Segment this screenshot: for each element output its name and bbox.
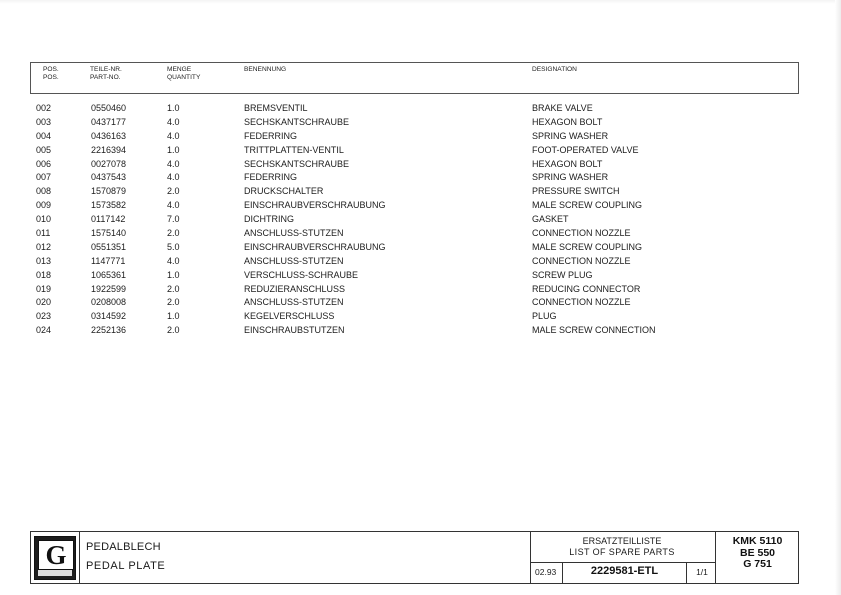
row-pos: 012	[36, 241, 52, 252]
document-date: 02.93	[535, 567, 557, 577]
row-quantity: 2.0	[167, 297, 180, 308]
table-row	[36, 324, 796, 338]
row-designation: PLUG	[532, 311, 557, 322]
header-pos	[43, 66, 59, 82]
row-designation: FOOT-OPERATED VALVE	[532, 144, 639, 155]
row-benennung: DRUCKSCHALTER	[244, 186, 324, 197]
row-quantity: 4.0	[167, 200, 180, 211]
document-number: 2229581-ETL	[590, 565, 659, 577]
header-name-de: BENENNUNG	[244, 66, 287, 73]
logo-letter: G	[38, 540, 74, 570]
divider	[530, 562, 715, 563]
row-designation: REDUCING CONNECTOR	[532, 283, 641, 294]
row-benennung: SECHSKANTSCHRAUBE	[244, 116, 350, 127]
row-quantity: 2.0	[167, 228, 180, 239]
row-designation: MALE SCREW CONNECTION	[532, 325, 656, 336]
doc-type-en: LIST OF SPARE PARTS	[569, 547, 675, 557]
row-pos: 013	[36, 255, 52, 266]
row-part-no: 2252136	[91, 325, 127, 336]
table-row	[36, 102, 796, 116]
row-part-no: 1922599	[91, 283, 127, 294]
row-pos: 019	[36, 283, 52, 294]
row-quantity: 1.0	[167, 144, 180, 155]
divider	[79, 531, 80, 583]
table-row	[36, 241, 796, 255]
header-part-de: TEILE-NR.	[90, 66, 122, 73]
row-pos: 005	[36, 144, 52, 155]
row-quantity: 7.0	[167, 214, 180, 225]
row-part-no: 0551351	[91, 241, 127, 252]
company-logo	[34, 536, 76, 580]
row-benennung: FEDERRING	[244, 172, 298, 183]
row-benennung: FEDERRING	[244, 130, 298, 141]
row-part-no: 0314592	[91, 311, 127, 322]
row-quantity: 2.0	[167, 186, 180, 197]
row-quantity: 4.0	[167, 130, 180, 141]
ident-line-3: G 751	[743, 558, 772, 570]
row-quantity: 1.0	[167, 269, 180, 280]
row-pos: 009	[36, 200, 52, 211]
row-designation: MALE SCREW COUPLING	[532, 241, 643, 252]
row-benennung: ANSCHLUSS-STUTZEN	[244, 228, 344, 239]
assembly-name-en: PEDAL PLATE	[86, 560, 166, 572]
table-row	[36, 227, 796, 241]
row-part-no: 1570879	[91, 186, 127, 197]
row-pos: 020	[36, 297, 52, 308]
row-designation: SPRING WASHER	[532, 130, 609, 141]
header-designation	[532, 66, 577, 74]
row-quantity: 1.0	[167, 103, 180, 113]
row-benennung: REDUZIERANSCHLUSS	[244, 283, 346, 294]
row-benennung: BREMSVENTIL	[244, 103, 308, 113]
logo-bar	[38, 570, 72, 576]
row-pos: 023	[36, 311, 52, 322]
row-part-no: 0208008	[91, 297, 127, 308]
sheet-number: 1/1	[696, 567, 708, 577]
header-qty-de: MENGE	[167, 66, 192, 73]
table-row	[36, 171, 796, 185]
table-row	[36, 310, 796, 324]
row-pos: 024	[36, 325, 52, 336]
row-part-no: 0436163	[91, 130, 127, 141]
row-designation: CONNECTION NOZZLE	[532, 255, 631, 266]
row-pos: 008	[36, 186, 52, 197]
row-designation: HEXAGON BOLT	[532, 116, 603, 127]
row-benennung: EINSCHRAUBVERSCHRAUBUNG	[244, 200, 386, 211]
row-benennung: ANSCHLUSS-STUTZEN	[244, 255, 344, 266]
assembly-name-de: PEDALBLECH	[86, 541, 161, 553]
header-part-no	[90, 66, 122, 82]
row-pos: 002	[36, 103, 52, 113]
row-quantity: 4.0	[167, 172, 180, 183]
divider	[562, 562, 563, 583]
row-benennung: SECHSKANTSCHRAUBE	[244, 158, 350, 169]
row-benennung: TRITTPLATTEN-VENTIL	[244, 144, 344, 155]
row-part-no: 0437177	[91, 116, 127, 127]
table-header-frame	[30, 62, 799, 94]
table-row	[36, 130, 796, 144]
row-designation: SCREW PLUG	[532, 269, 593, 280]
header-benennung	[244, 66, 286, 74]
row-part-no: 2216394	[91, 144, 127, 155]
row-pos: 018	[36, 269, 52, 280]
table-row	[36, 185, 796, 199]
divider	[686, 562, 687, 583]
row-designation: GASKET	[532, 214, 569, 225]
row-part-no: 0027078	[91, 158, 127, 169]
row-designation: CONNECTION NOZZLE	[532, 297, 631, 308]
scan-right-edge	[835, 0, 841, 595]
row-pos: 006	[36, 158, 52, 169]
row-designation: MALE SCREW COUPLING	[532, 200, 643, 211]
table-row	[36, 255, 796, 269]
row-quantity: 2.0	[167, 283, 180, 294]
machine-identifier	[719, 536, 796, 571]
row-quantity: 4.0	[167, 158, 180, 169]
row-designation: SPRING WASHER	[532, 172, 609, 183]
row-benennung: VERSCHLUSS-SCHRAUBE	[244, 269, 359, 280]
table-row	[36, 199, 796, 213]
parts-list	[36, 102, 796, 338]
row-benennung: EINSCHRAUBSTUTZEN	[244, 325, 345, 336]
row-quantity: 1.0	[167, 311, 180, 322]
table-row	[36, 283, 796, 297]
divider	[715, 531, 716, 583]
row-designation: BRAKE VALVE	[532, 103, 593, 113]
row-part-no: 1575140	[91, 228, 127, 239]
table-row	[36, 269, 796, 283]
table-row	[36, 296, 796, 310]
row-benennung: ANSCHLUSS-STUTZEN	[244, 297, 344, 308]
header-name-en: DESIGNATION	[532, 66, 577, 73]
row-benennung: DICHTRING	[244, 214, 294, 225]
row-benennung: KEGELVERSCHLUSS	[244, 311, 335, 322]
row-quantity: 5.0	[167, 241, 180, 252]
row-benennung: EINSCHRAUBVERSCHRAUBUNG	[244, 241, 386, 252]
row-designation: CONNECTION NOZZLE	[532, 228, 631, 239]
header-pos-de: POS.	[43, 66, 59, 73]
row-part-no: 1147771	[91, 255, 126, 266]
row-part-no: 1573582	[91, 200, 127, 211]
row-part-no: 0437543	[91, 172, 127, 183]
table-row	[36, 213, 796, 227]
table-row	[36, 158, 796, 172]
header-quantity	[167, 66, 200, 82]
header-pos-en: POS.	[43, 74, 59, 81]
row-quantity: 4.0	[167, 255, 180, 266]
row-pos: 003	[36, 116, 52, 127]
document-type	[530, 536, 714, 558]
table-row	[36, 116, 796, 130]
row-pos: 011	[36, 228, 51, 239]
row-part-no: 0117142	[91, 214, 126, 225]
header-qty-en: QUANTITY	[167, 74, 201, 81]
row-pos: 004	[36, 130, 52, 141]
row-pos: 010	[36, 214, 52, 225]
doc-type-de: ERSATZTEILLISTE	[582, 536, 662, 546]
row-pos: 007	[36, 172, 52, 183]
row-designation: PRESSURE SWITCH	[532, 186, 620, 197]
ident-line-1: KMK 5110	[732, 535, 783, 547]
header-part-en: PART-NO.	[90, 74, 121, 81]
ident-line-2: BE 550	[739, 546, 776, 559]
scan-top-edge	[0, 0, 841, 4]
row-quantity: 2.0	[167, 325, 180, 336]
row-part-no: 1065361	[91, 269, 127, 280]
row-part-no: 0550460	[91, 103, 127, 113]
table-row	[36, 144, 796, 158]
row-designation: HEXAGON BOLT	[532, 158, 603, 169]
row-quantity: 4.0	[167, 116, 180, 127]
